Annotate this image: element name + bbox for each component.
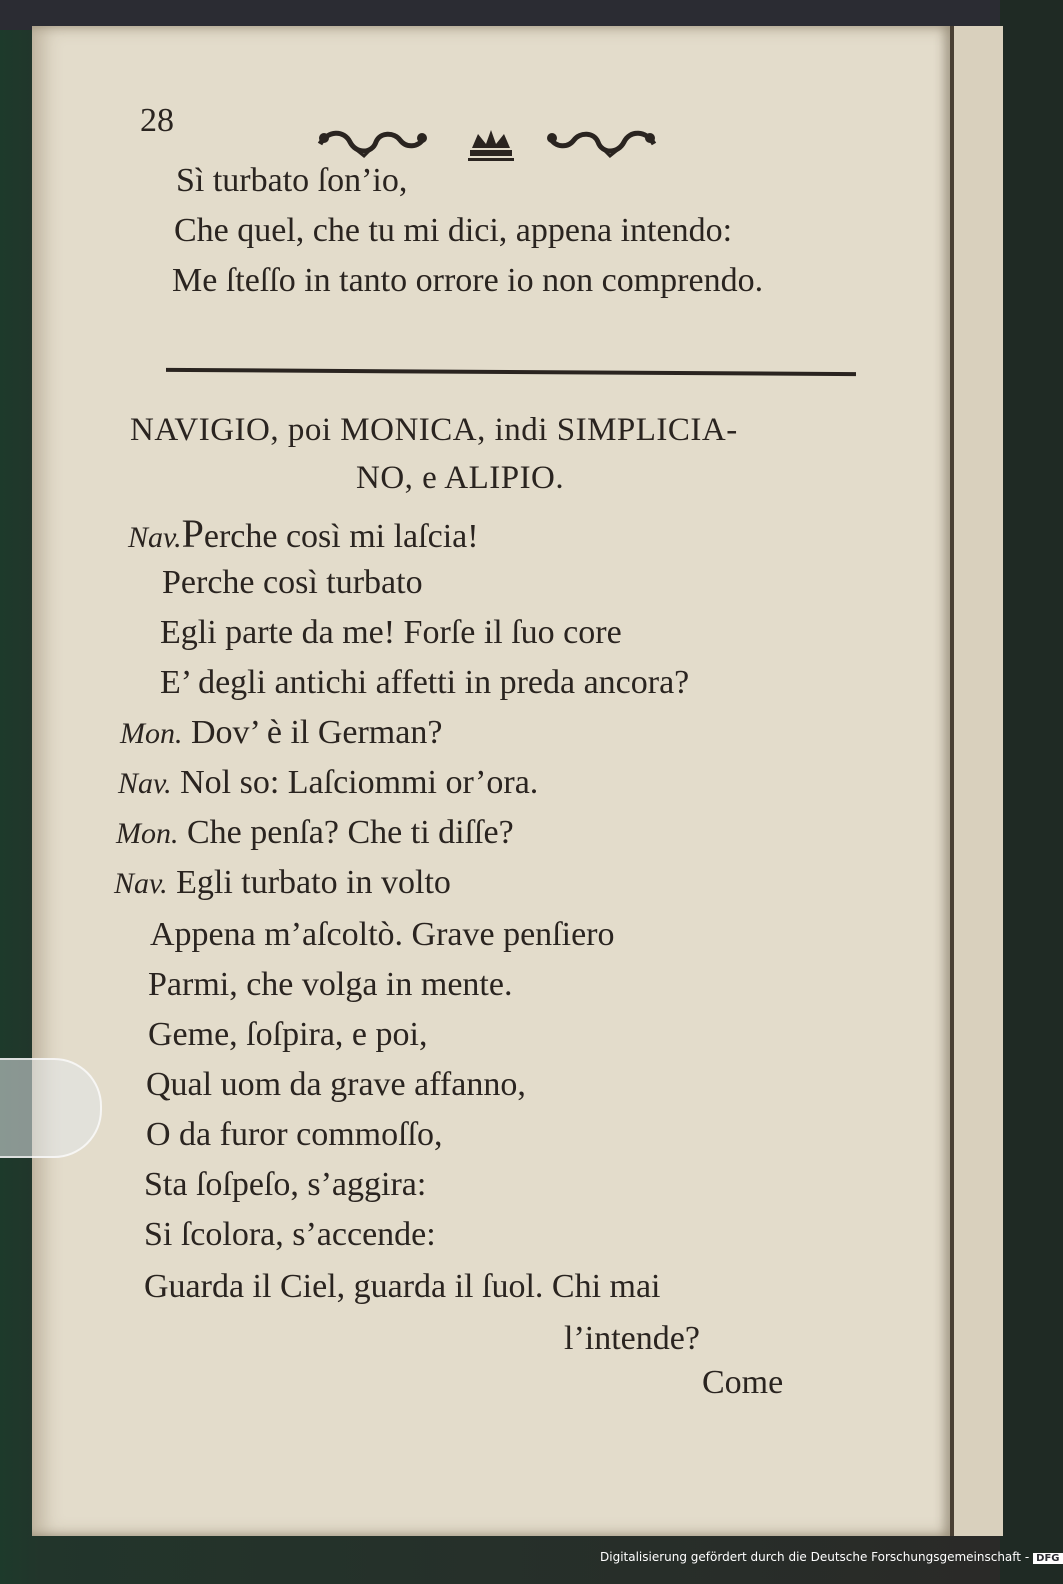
dialogue-line <box>118 764 538 802</box>
line-text: Nol so: Laſciommi or’ora. <box>180 764 539 801</box>
verse-line: Me ſteſſo in tanto orrore io non comprendo. <box>172 262 764 299</box>
dialogue-line: Sta ſoſpeſo, s’aggira: <box>144 1166 427 1203</box>
dialogue-line: Guarda il Ciel, guarda il ſuol. Chi mai <box>144 1268 661 1305</box>
dialogue-line: Si ſcolora, s’accende: <box>144 1216 436 1253</box>
speaker: Mon. <box>120 717 183 750</box>
dialogue-line: Egli parte da me! Forſe il ſuo core <box>160 614 622 651</box>
dialogue-line: Geme, ſoſpira, e poi, <box>148 1016 428 1053</box>
scene-heading-line: NO, e ALIPIO. <box>356 460 565 496</box>
ornament-scroll-right-icon <box>544 126 660 162</box>
dialogue-line: Perche così turbato <box>162 564 423 601</box>
dialogue-line <box>120 714 442 752</box>
section-divider <box>166 368 856 376</box>
ornament-scroll-left-icon <box>314 126 430 162</box>
dialogue-line: O da furor commoſſo, <box>146 1116 443 1153</box>
speaker: Nav. <box>114 867 168 900</box>
speaker: Mon. <box>116 817 179 850</box>
dialogue-line: E’ degli antichi affetti in preda ancora? <box>160 664 690 701</box>
line-text: Dov’ è il German? <box>191 714 443 751</box>
line-text: erche così mi laſcia! <box>203 518 479 555</box>
dfg-logo: DFG <box>1033 1553 1062 1564</box>
drop-cap: P <box>181 511 204 556</box>
dialogue-line <box>128 510 479 557</box>
verse-line: Che quel, che tu mi dici, appena intendo: <box>174 212 733 249</box>
speaker: Nav. <box>118 767 172 800</box>
line-text: Egli turbato in volto <box>176 864 451 901</box>
adjacent-page-edge <box>948 26 1003 1536</box>
scene-heading-line: NAVIGIO, poi MONICA, indi SIMPLICIA- <box>130 412 738 448</box>
ornament-crown-icon <box>466 126 516 162</box>
line-text: Che penſa? Che ti diſſe? <box>187 814 514 851</box>
book-page <box>32 26 954 1536</box>
dialogue-line: Qual uom da grave affanno, <box>146 1066 526 1103</box>
dialogue-line: Appena m’aſcoltò. Grave penſiero <box>150 916 615 953</box>
verse-line: Sì turbato ſon’io, <box>176 162 408 199</box>
footer-text: Digitalisierung gefördert durch die Deutsche Forschungsgemeinschaft - <box>600 1550 1030 1564</box>
footer-credit <box>600 1550 1063 1564</box>
dialogue-line <box>116 814 514 852</box>
catchword: Come <box>702 1364 784 1401</box>
dialogue-line: Parmi, che volga in mente. <box>148 966 513 1003</box>
speaker: Nav. <box>128 521 182 554</box>
continuation-line: l’intende? <box>564 1320 700 1357</box>
page-number: 28 <box>140 102 174 139</box>
dialogue-line <box>114 864 451 902</box>
page-clip <box>0 1058 102 1158</box>
